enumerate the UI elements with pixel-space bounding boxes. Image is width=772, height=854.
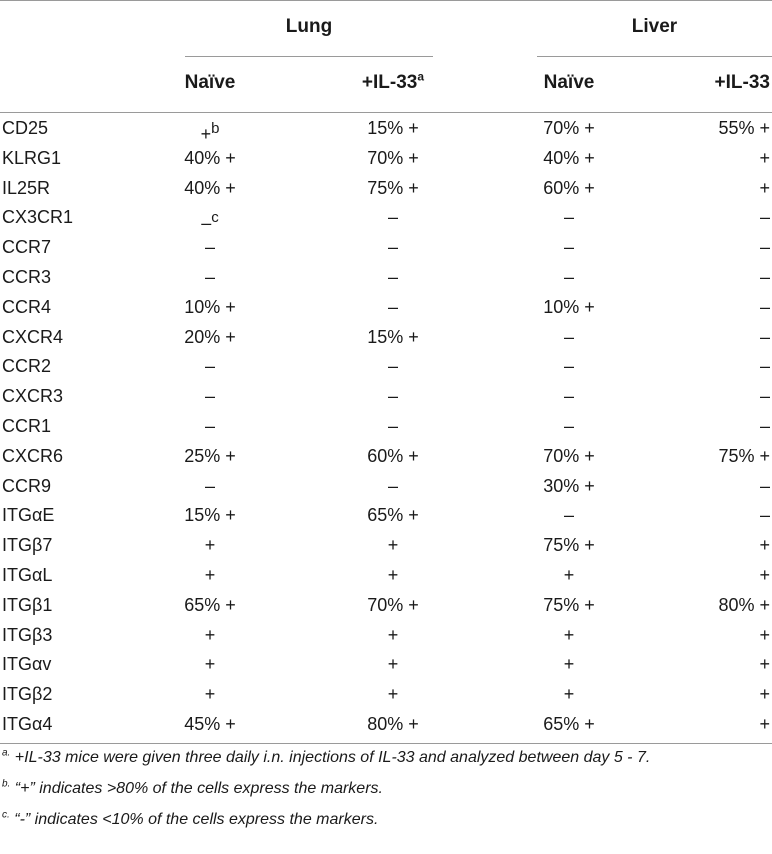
value-cell: – (204, 475, 215, 496)
value-cell: – (204, 237, 215, 258)
header-rule (0, 112, 772, 113)
value-cell: – (387, 296, 398, 317)
value-cell: – (387, 475, 398, 496)
value-cell: – (759, 296, 770, 317)
marker-label: CXCR4 (2, 326, 64, 347)
value-cell: + (387, 654, 399, 675)
value-cell: – (387, 415, 398, 436)
value-cell: – (759, 326, 770, 347)
value-cell: 75% + (543, 594, 595, 615)
value-cell: – (563, 505, 574, 526)
value-cell: + (387, 564, 399, 585)
table-row (0, 650, 772, 680)
value-cell: + (563, 654, 575, 675)
table-row (0, 293, 772, 323)
bottom-rule (0, 743, 772, 744)
value-cell: 75% + (718, 445, 770, 466)
footnote-a: $^{a.}$ +IL-33 mice were given three daily i.n. injections of IL-33 and analyzed between day 5 - 7. (2, 747, 651, 766)
value-cell: 70% + (543, 118, 595, 138)
table-row (0, 263, 772, 293)
table-row (0, 710, 772, 740)
value-cell: – (759, 475, 770, 496)
value-cell: – (387, 386, 398, 407)
value-cell: + (204, 684, 216, 705)
table-row (0, 472, 772, 502)
table-row (0, 531, 772, 561)
value-cell: – (387, 237, 398, 258)
footnote-b: $^{b.}$ “+” indicates >80% of the cells express the markers. (2, 778, 383, 797)
table-row (0, 203, 772, 233)
value-cell: – (759, 505, 770, 526)
table-row (0, 144, 772, 174)
value-cell: 40% + (184, 147, 236, 168)
top-rule (0, 0, 772, 1)
table-row (0, 680, 772, 710)
value-cell: + (759, 564, 770, 585)
marker-label: CCR7 (2, 237, 52, 258)
marker-label: CCR3 (2, 266, 52, 287)
marker-label: ITGβ1 (2, 594, 53, 615)
footnote-mark: c (211, 209, 219, 227)
marker-label: IL25R (2, 177, 51, 198)
table-row (0, 114, 772, 144)
value-cell: – (563, 415, 574, 436)
value-cell: – (204, 386, 215, 407)
value-cell: –$^c$ (201, 209, 219, 234)
marker-label: CCR1 (2, 415, 52, 436)
marker-label: CCR4 (2, 296, 52, 317)
subheader-lung-naive: Naïve (184, 72, 236, 93)
marker-label: CXCR3 (2, 386, 64, 407)
value-cell: – (759, 237, 770, 258)
marker-label: ITGαE (2, 505, 55, 526)
value-cell: 70% + (367, 147, 419, 168)
value-cell: – (563, 237, 574, 258)
subheader-lung-il33: $+IL-33^a$ (361, 69, 425, 93)
value-cell: + (563, 684, 575, 705)
table-row (0, 591, 772, 621)
value-cell: + (387, 624, 399, 645)
footnote-c: $^{c.}$ “-” indicates <10% of the cells express the markers. (2, 809, 379, 828)
value-cell: – (387, 207, 398, 228)
value-cell: + (759, 535, 770, 556)
table-row (0, 352, 772, 382)
value-cell: – (204, 266, 215, 287)
value-cell: 75% + (367, 177, 419, 198)
value-cell: 70% + (367, 594, 419, 615)
marker-label: KLRG1 (2, 147, 62, 168)
group-header-liver: Liver (631, 16, 678, 37)
value-cell: + (204, 654, 216, 675)
marker-label: ITGβ2 (2, 684, 53, 705)
table-row (0, 323, 772, 353)
value-cell: 25% + (184, 445, 236, 466)
value-cell: – (204, 356, 215, 377)
marker-label: ITGα4 (2, 713, 53, 734)
value-cell: 80% + (367, 713, 419, 734)
value-cell: 10% + (184, 296, 236, 317)
value-cell: 65% + (543, 713, 595, 734)
value-cell: + (759, 654, 770, 675)
table-body (0, 114, 772, 740)
value-cell: – (759, 266, 770, 287)
value-cell: – (204, 415, 215, 436)
marker-label: ITGβ7 (2, 535, 53, 556)
value-cell: 40% + (184, 177, 236, 198)
group-header-lung: Lung (285, 16, 333, 37)
marker-label: ITGαL (2, 564, 53, 585)
value-cell: + (387, 535, 399, 556)
value-cell: + (759, 684, 770, 705)
value-cell: 60% + (543, 177, 595, 198)
marker-label: CX3CR1 (2, 207, 74, 228)
value-cell: 30% + (543, 475, 595, 496)
value-cell: 55% + (718, 118, 770, 138)
marker-label: CCR9 (2, 475, 52, 496)
table-row (0, 382, 772, 412)
footnote-mark: b (211, 120, 220, 137)
value-cell: + (759, 147, 770, 168)
table-row (0, 621, 772, 651)
table-row (0, 174, 772, 204)
value-cell: – (759, 207, 770, 228)
marker-label: CXCR6 (2, 445, 64, 466)
table-row (0, 442, 772, 472)
value-cell: 60% + (367, 445, 419, 466)
value-cell: – (387, 356, 398, 377)
value-cell: 65% + (184, 594, 236, 615)
value-cell: + (759, 177, 770, 198)
table-row (0, 501, 772, 531)
value-cell: 75% + (543, 535, 595, 556)
table-row (0, 412, 772, 442)
marker-label: CD25 (2, 118, 49, 138)
value-cell: 80% + (718, 594, 770, 615)
value-cell: + (759, 624, 770, 645)
subheader-liver-naive: Naïve (543, 72, 595, 93)
value-cell: 70% + (543, 445, 595, 466)
footnote-mark: a (417, 69, 425, 84)
value-cell: – (563, 266, 574, 287)
value-cell: + (204, 564, 216, 585)
value-cell: 10% + (543, 296, 595, 317)
value-cell: + (759, 713, 770, 734)
value-cell: – (759, 415, 770, 436)
value-cell: – (759, 386, 770, 407)
value-cell: 20% + (184, 326, 236, 347)
value-cell: – (759, 356, 770, 377)
table-row (0, 561, 772, 591)
value-cell: 15% + (367, 326, 419, 347)
value-cell: 15% + (184, 505, 236, 526)
value-cell: – (563, 326, 574, 347)
lung-rule (185, 56, 433, 57)
value-cell: + (204, 624, 216, 645)
value-cell: 15% + (367, 118, 419, 138)
subheader-liver-il33: +IL-33 (714, 72, 770, 93)
marker-label: ITGαv (2, 654, 52, 675)
value-cell: – (563, 207, 574, 228)
table-row (0, 233, 772, 263)
value-cell: + (563, 624, 575, 645)
value-cell: – (387, 266, 398, 287)
value-cell: – (563, 356, 574, 377)
marker-label: ITGβ3 (2, 624, 53, 645)
value-cell: – (563, 386, 574, 407)
value-cell: +$^b$ (200, 120, 220, 144)
value-cell: + (387, 684, 399, 705)
value-cell: 40% + (543, 147, 595, 168)
value-cell: 45% + (184, 713, 236, 734)
value-cell: + (204, 535, 216, 556)
liver-rule (537, 56, 772, 57)
marker-label: CCR2 (2, 356, 52, 377)
value-cell: + (563, 564, 575, 585)
value-cell: 65% + (367, 505, 419, 526)
